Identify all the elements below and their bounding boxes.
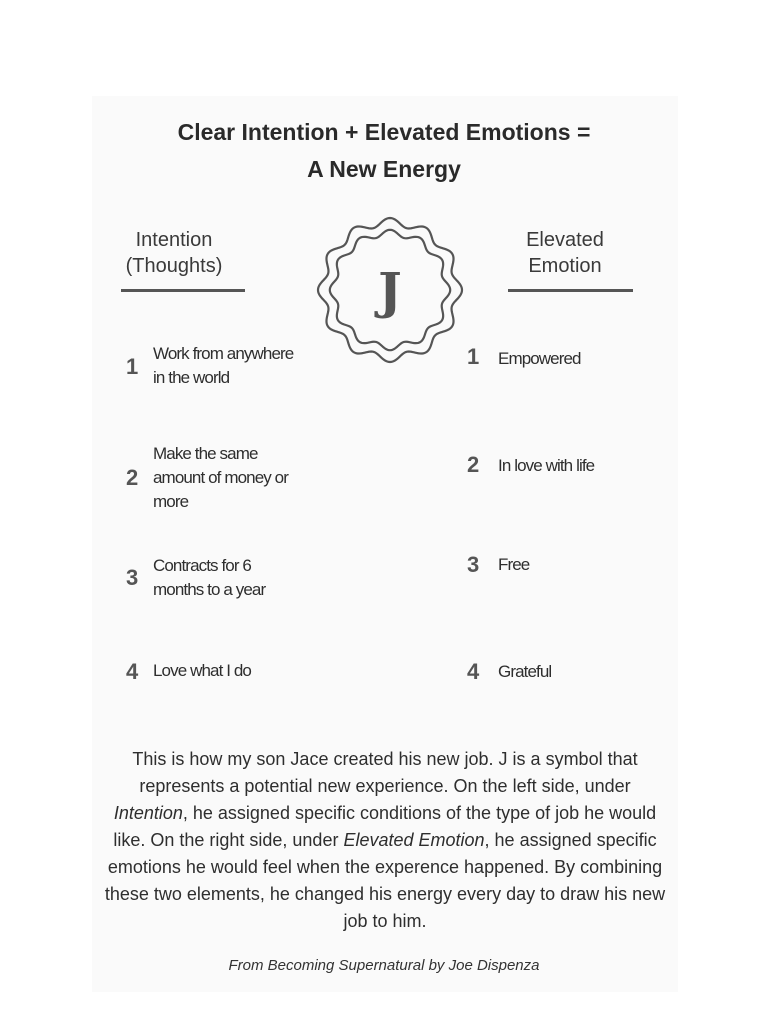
left-item-4	[153, 659, 251, 683]
description-paragraph	[100, 746, 670, 935]
paragraph-intention-emphasis: Intention	[113, 803, 183, 823]
left-item-1-number: 1	[126, 354, 139, 379]
title-line-1: Clear Intention + Elevated Emotions =	[177, 119, 591, 145]
left-item-2-number: 2	[126, 465, 139, 490]
right-item-1-number: 1	[467, 344, 480, 369]
left-item-1	[153, 342, 293, 390]
left-heading-line-2: (Thoughts)	[125, 255, 223, 277]
left-column-heading	[110, 227, 238, 279]
right-heading-line-1: Elevated	[526, 229, 604, 251]
left-item-3-line-1: Contracts for 6	[153, 556, 251, 575]
left-item-2-line-1: Make the same	[153, 444, 258, 463]
left-item-3-line-2: months to a year	[153, 580, 266, 599]
left-item-2	[153, 442, 288, 514]
source-citation: From Becoming Supernatural by Joe Dispenza	[228, 957, 540, 974]
seal-letter: J	[378, 261, 402, 320]
left-item-2-line-2: amount of money or	[153, 468, 288, 487]
left-item-3-number: 3	[126, 565, 139, 590]
left-item-3	[153, 554, 265, 602]
paragraph-part-1: This is how my son Jace created his new job. J is a symbol that represents a potential new experience. On the left side, under	[132, 749, 638, 796]
paragraph-part-3: , he assigned specific emotions he would feel when the experence happened. By combining these two elements, he changed his energy every day to draw his new job to him.	[104, 830, 666, 931]
left-heading-rule	[121, 289, 245, 292]
right-item-2-number: 2	[467, 452, 480, 477]
left-item-4-line-1: Love what I do	[153, 661, 251, 680]
left-item-2-line-3: more	[153, 492, 189, 511]
left-heading-line-1: Intention	[135, 229, 213, 251]
right-heading-rule	[508, 289, 633, 292]
right-heading-line-2: Emotion	[528, 255, 602, 277]
title-line-2: A New Energy	[307, 156, 461, 182]
right-item-1: Empowered	[498, 349, 581, 368]
right-item-4-number: 4	[467, 659, 480, 684]
paragraph-part-2: , he assigned specific conditions of the type of job he would like. On the right side, under	[113, 803, 657, 850]
left-item-1-line-2: in the world	[153, 368, 230, 387]
right-item-3-number: 3	[467, 552, 480, 577]
right-item-3: Free	[498, 555, 530, 574]
paragraph-emotion-emphasis: Elevated Emotion	[343, 830, 485, 850]
left-item-4-number: 4	[126, 659, 139, 684]
left-item-1-line-1: Work from anywhere	[153, 344, 294, 363]
right-item-4: Grateful	[498, 662, 552, 681]
right-column-heading	[505, 227, 625, 279]
right-item-2: In love with life	[498, 456, 595, 475]
wavy-seal-icon	[316, 212, 464, 368]
